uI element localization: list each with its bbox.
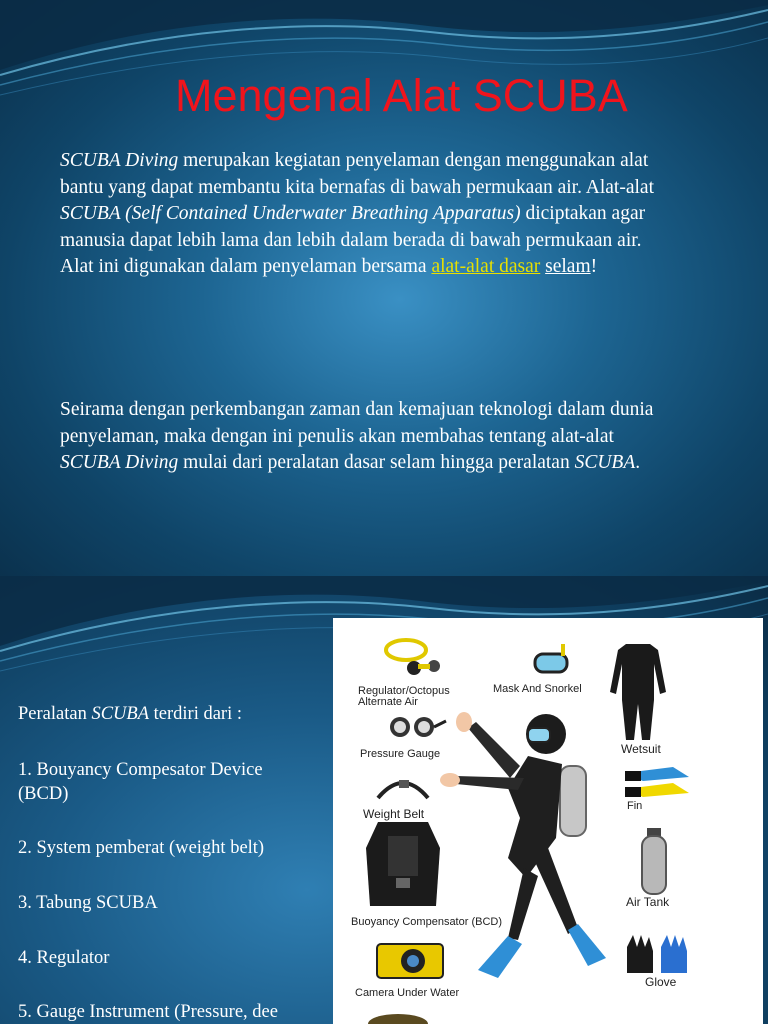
text-scuba-diving: SCUBA Diving xyxy=(60,150,179,171)
text-segment: Seirama dengan perkembangan zaman dan kemajuan teknologi dalam dunia penyelaman, maka dengan ini penulis akan membahas tentang alat-alat xyxy=(60,399,654,447)
text-exclaim: ! xyxy=(590,256,598,277)
label-regulator: Regulator/Octopus xyxy=(358,685,450,697)
label-fin: Fin xyxy=(627,800,643,812)
label-mask: Mask And Snorkel xyxy=(493,683,582,695)
label-weight: Weight Belt xyxy=(363,807,425,821)
partial-equipment-icon xyxy=(363,1010,433,1024)
camera-icon xyxy=(373,940,448,982)
text-scuba-acronym: SCUBA (Self Contained Underwater Breathing Apparatus) xyxy=(60,203,521,224)
list-item: 1. Bouyancy Compesator Device xyxy=(18,760,263,780)
intro-paragraph xyxy=(60,148,660,281)
list-item: 2. System pemberat (weight belt) xyxy=(18,838,265,858)
text-scuba-diving: SCUBA Diving xyxy=(60,452,179,473)
text-segment: diciptakan agar manusia dapat lebih lama dan lebih dalam berada di bawah permukaan air. Alat ini digunakan dalam penyelaman bersama xyxy=(60,203,646,277)
glove-icon xyxy=(623,933,693,975)
mask-snorkel-icon xyxy=(533,640,573,680)
slide-equipment xyxy=(0,576,768,1024)
list-item: 4. Regulator xyxy=(18,948,110,968)
text-scuba: SCUBA xyxy=(574,452,636,473)
fin-icon xyxy=(623,763,693,803)
label-bcd: Buoyancy Compensator (BCD) xyxy=(351,916,503,928)
equipment-image xyxy=(333,618,763,1024)
text-period: . xyxy=(635,452,641,473)
air-tank-icon xyxy=(639,826,669,896)
link-alat-dasar[interactable]: alat-alat dasar xyxy=(431,256,541,277)
label-glove: Glove xyxy=(645,975,677,989)
label-pressure: Pressure Gauge xyxy=(360,748,441,760)
weight-belt-icon xyxy=(373,768,433,808)
list-item: 5. Gauge Instrument (Pressure, dee xyxy=(18,1002,278,1022)
text-selam: selam xyxy=(545,256,591,277)
label-tank: Air Tank xyxy=(626,895,670,909)
text-segment: mulai dari peralatan dasar selam hingga peralatan xyxy=(178,452,575,473)
label-alternate: Alternate Air xyxy=(358,696,418,708)
label-camera: Camera Under Water xyxy=(355,987,460,999)
diver-illustration xyxy=(438,708,618,998)
text-segment: Peralatan xyxy=(18,704,92,724)
list-intro xyxy=(18,702,242,726)
text-segment: terdiri dari : xyxy=(149,704,242,724)
second-paragraph xyxy=(60,397,660,477)
list-item: 3. Tabung SCUBA xyxy=(18,893,158,913)
slide-title: Mengenal Alat SCUBA xyxy=(175,70,628,121)
text-segment: merupakan kegiatan penyelaman dengan menggunakan alat bantu yang dapat membantu kita bernafas di bawah permukaan air. Alat-alat xyxy=(60,150,654,198)
text-scuba: SCUBA xyxy=(91,704,150,724)
label-wetsuit: Wetsuit xyxy=(621,742,661,756)
bcd-icon xyxy=(358,818,448,913)
list-item: (BCD) xyxy=(18,784,69,804)
regulator-icon xyxy=(378,636,448,681)
